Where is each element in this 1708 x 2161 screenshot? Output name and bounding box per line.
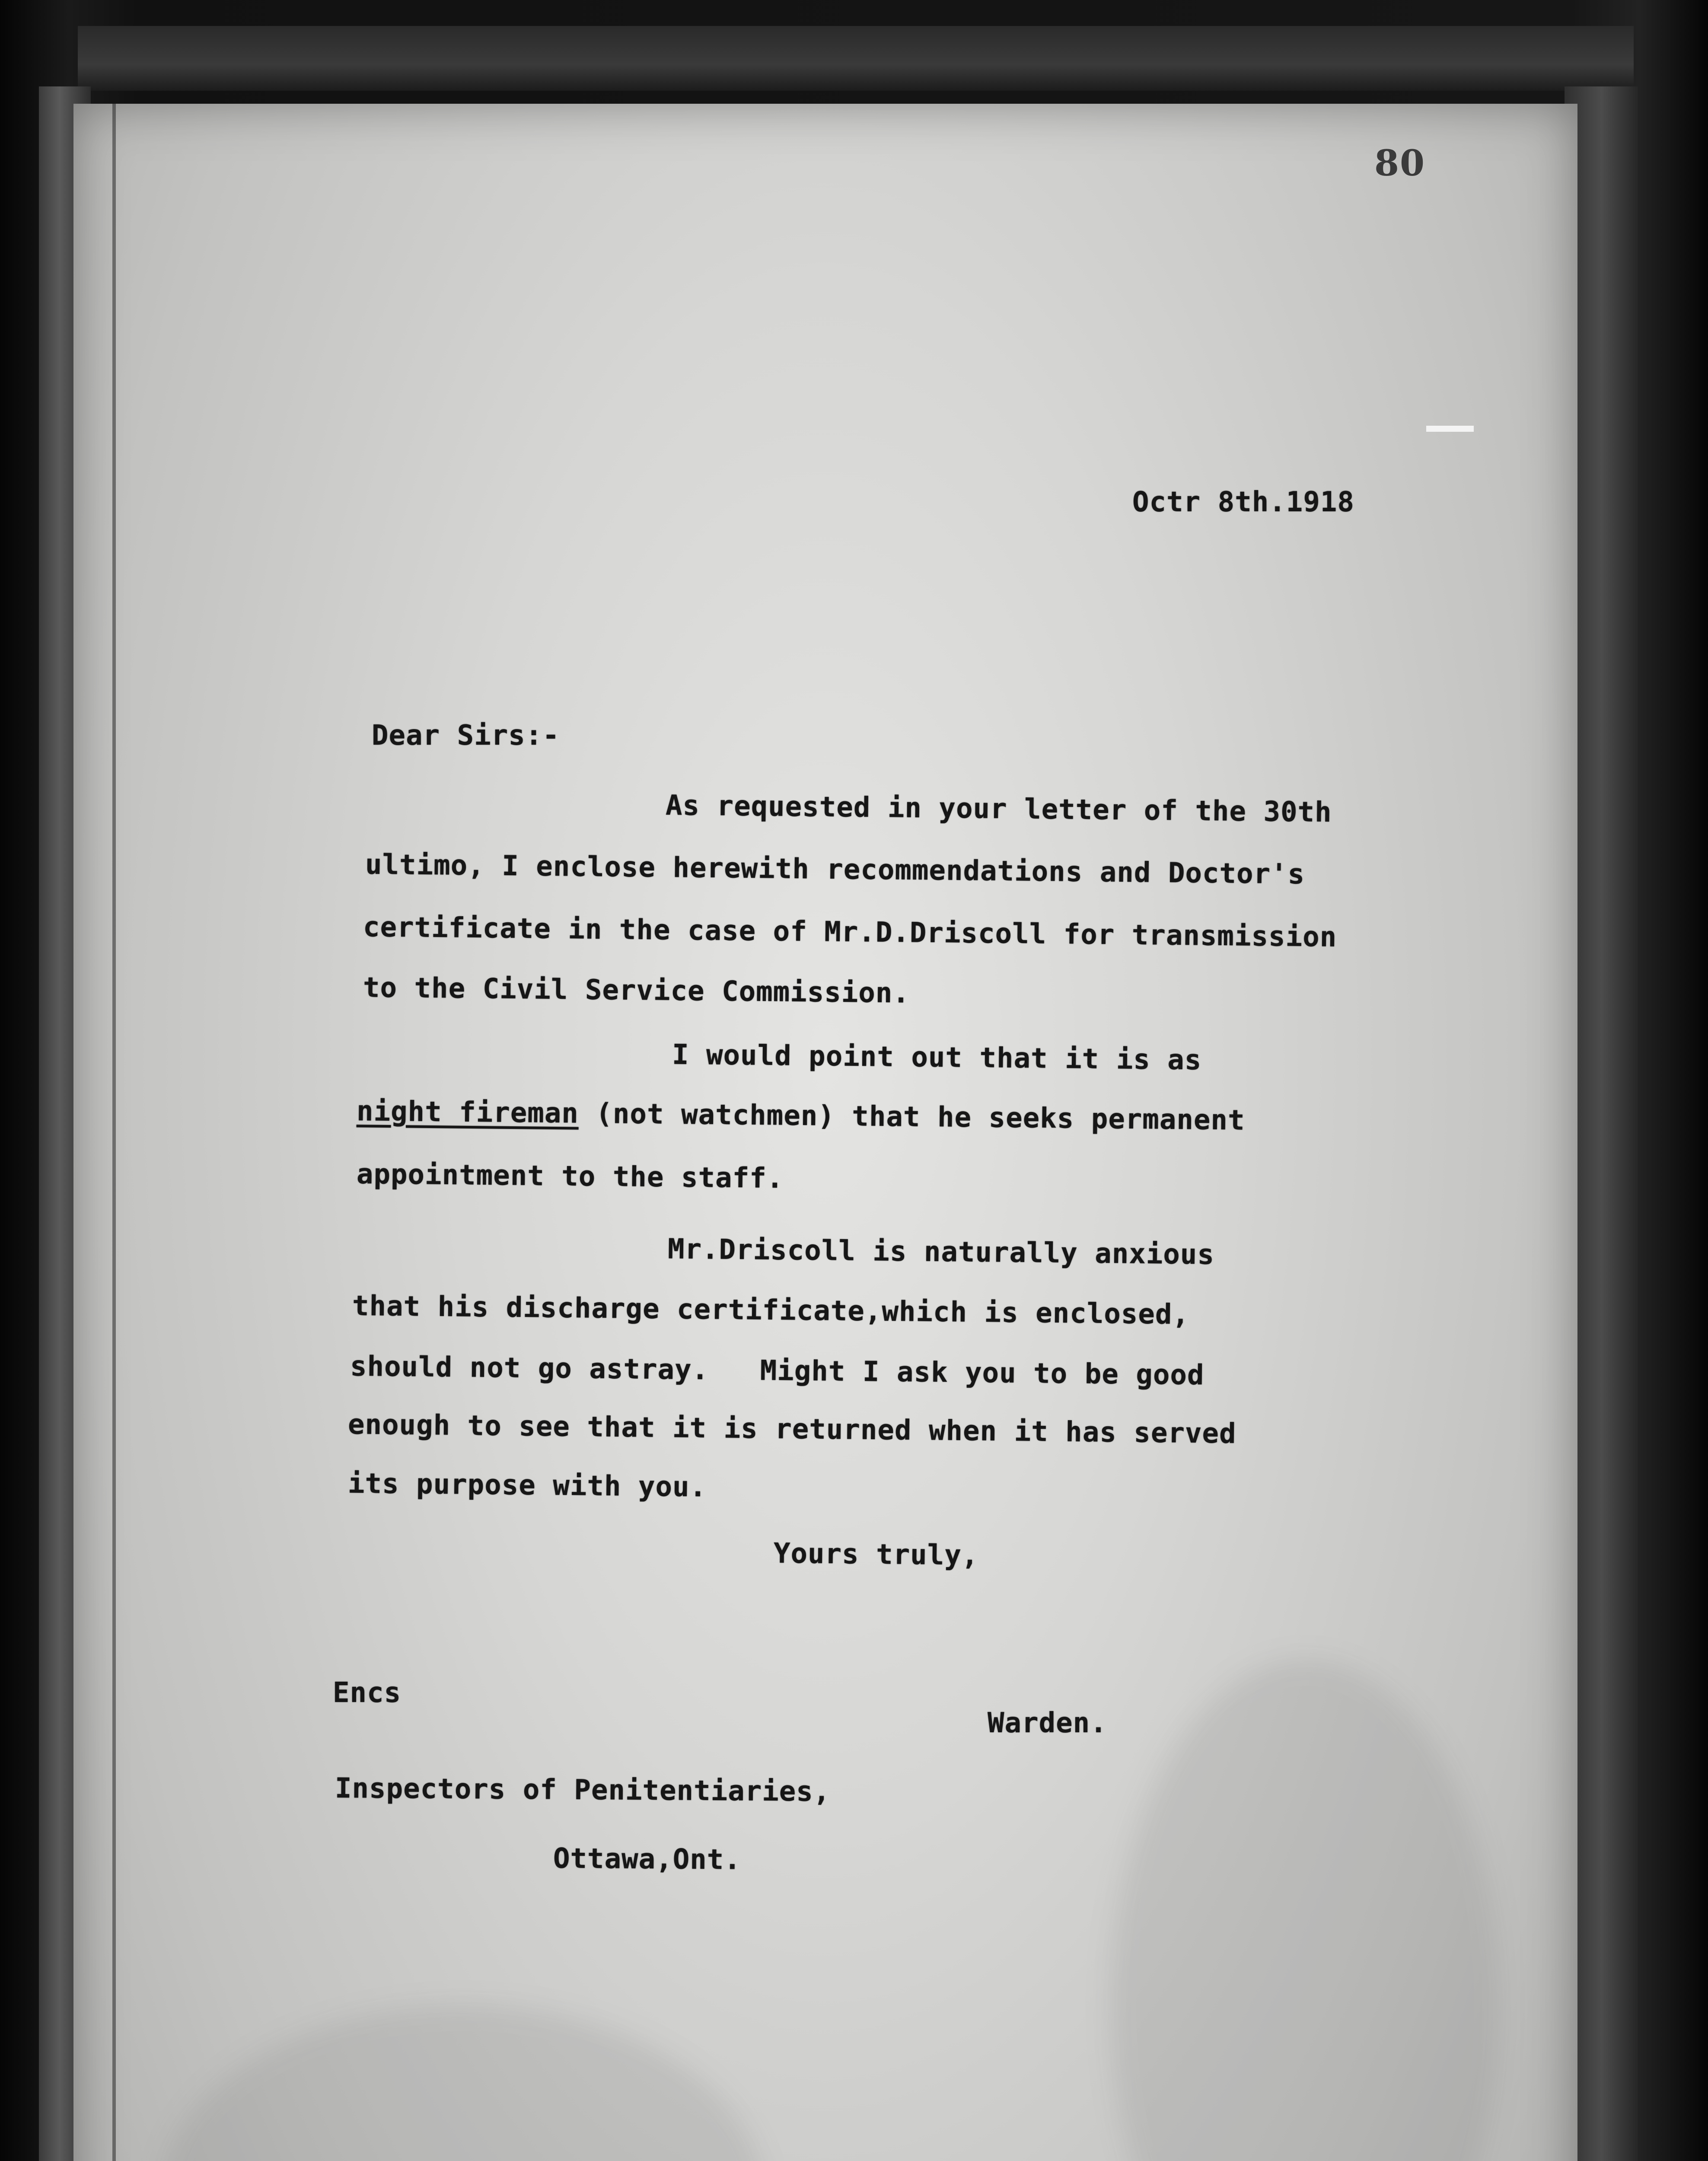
addressee-line1: Inspectors of Penitentiaries, [335,1772,831,1808]
paragraph1-line4: to the Civil Service Commission. [363,972,910,1010]
addressee-line2: Ottawa,Ont. [553,1842,742,1876]
page-edge-line [112,104,116,2161]
enclosure-note: Encs [333,1677,402,1709]
letter-page [73,104,1577,2161]
paragraph2-line2-rest: (not watchmen) that he seeks permanent [578,1097,1245,1137]
paragraph1-line1: As requested in your letter of the 30th [665,789,1332,829]
page-number: 80 [1374,143,1426,184]
film-edge-top [78,26,1634,91]
signature-title: Warden. [988,1707,1107,1739]
paragraph3-line2: that his discharge certificate,which is enclosed, [352,1290,1190,1331]
paragraph2-line3: appointment to the staff. [356,1158,784,1195]
film-scratch-mark [1426,426,1474,432]
paragraph3-line1: Mr.Driscoll is naturally anxious [667,1233,1215,1271]
paragraph3-line3: should not go astray. Might I ask you to be good [350,1350,1205,1392]
paragraph1-line2: ultimo, I enclose herewith recommendations and Doctor's [365,848,1305,891]
paragraph3-line5: its purpose with you. [347,1467,707,1504]
paragraph2-line1: I would point out that it is as [672,1039,1202,1077]
underlined-phrase: night fireman [356,1095,579,1130]
paragraph3-line4: enough to see that it is returned when it has served [347,1409,1236,1450]
paragraph1-line3: certificate in the case of Mr.D.Driscoll for transmission [363,911,1337,953]
closing: Yours truly, [773,1537,979,1572]
smudge [1111,1660,1500,2161]
smudge [160,2005,765,2161]
salutation: Dear Sirs:- [372,720,560,752]
letter-date: Octr 8th.1918 [1132,486,1354,518]
